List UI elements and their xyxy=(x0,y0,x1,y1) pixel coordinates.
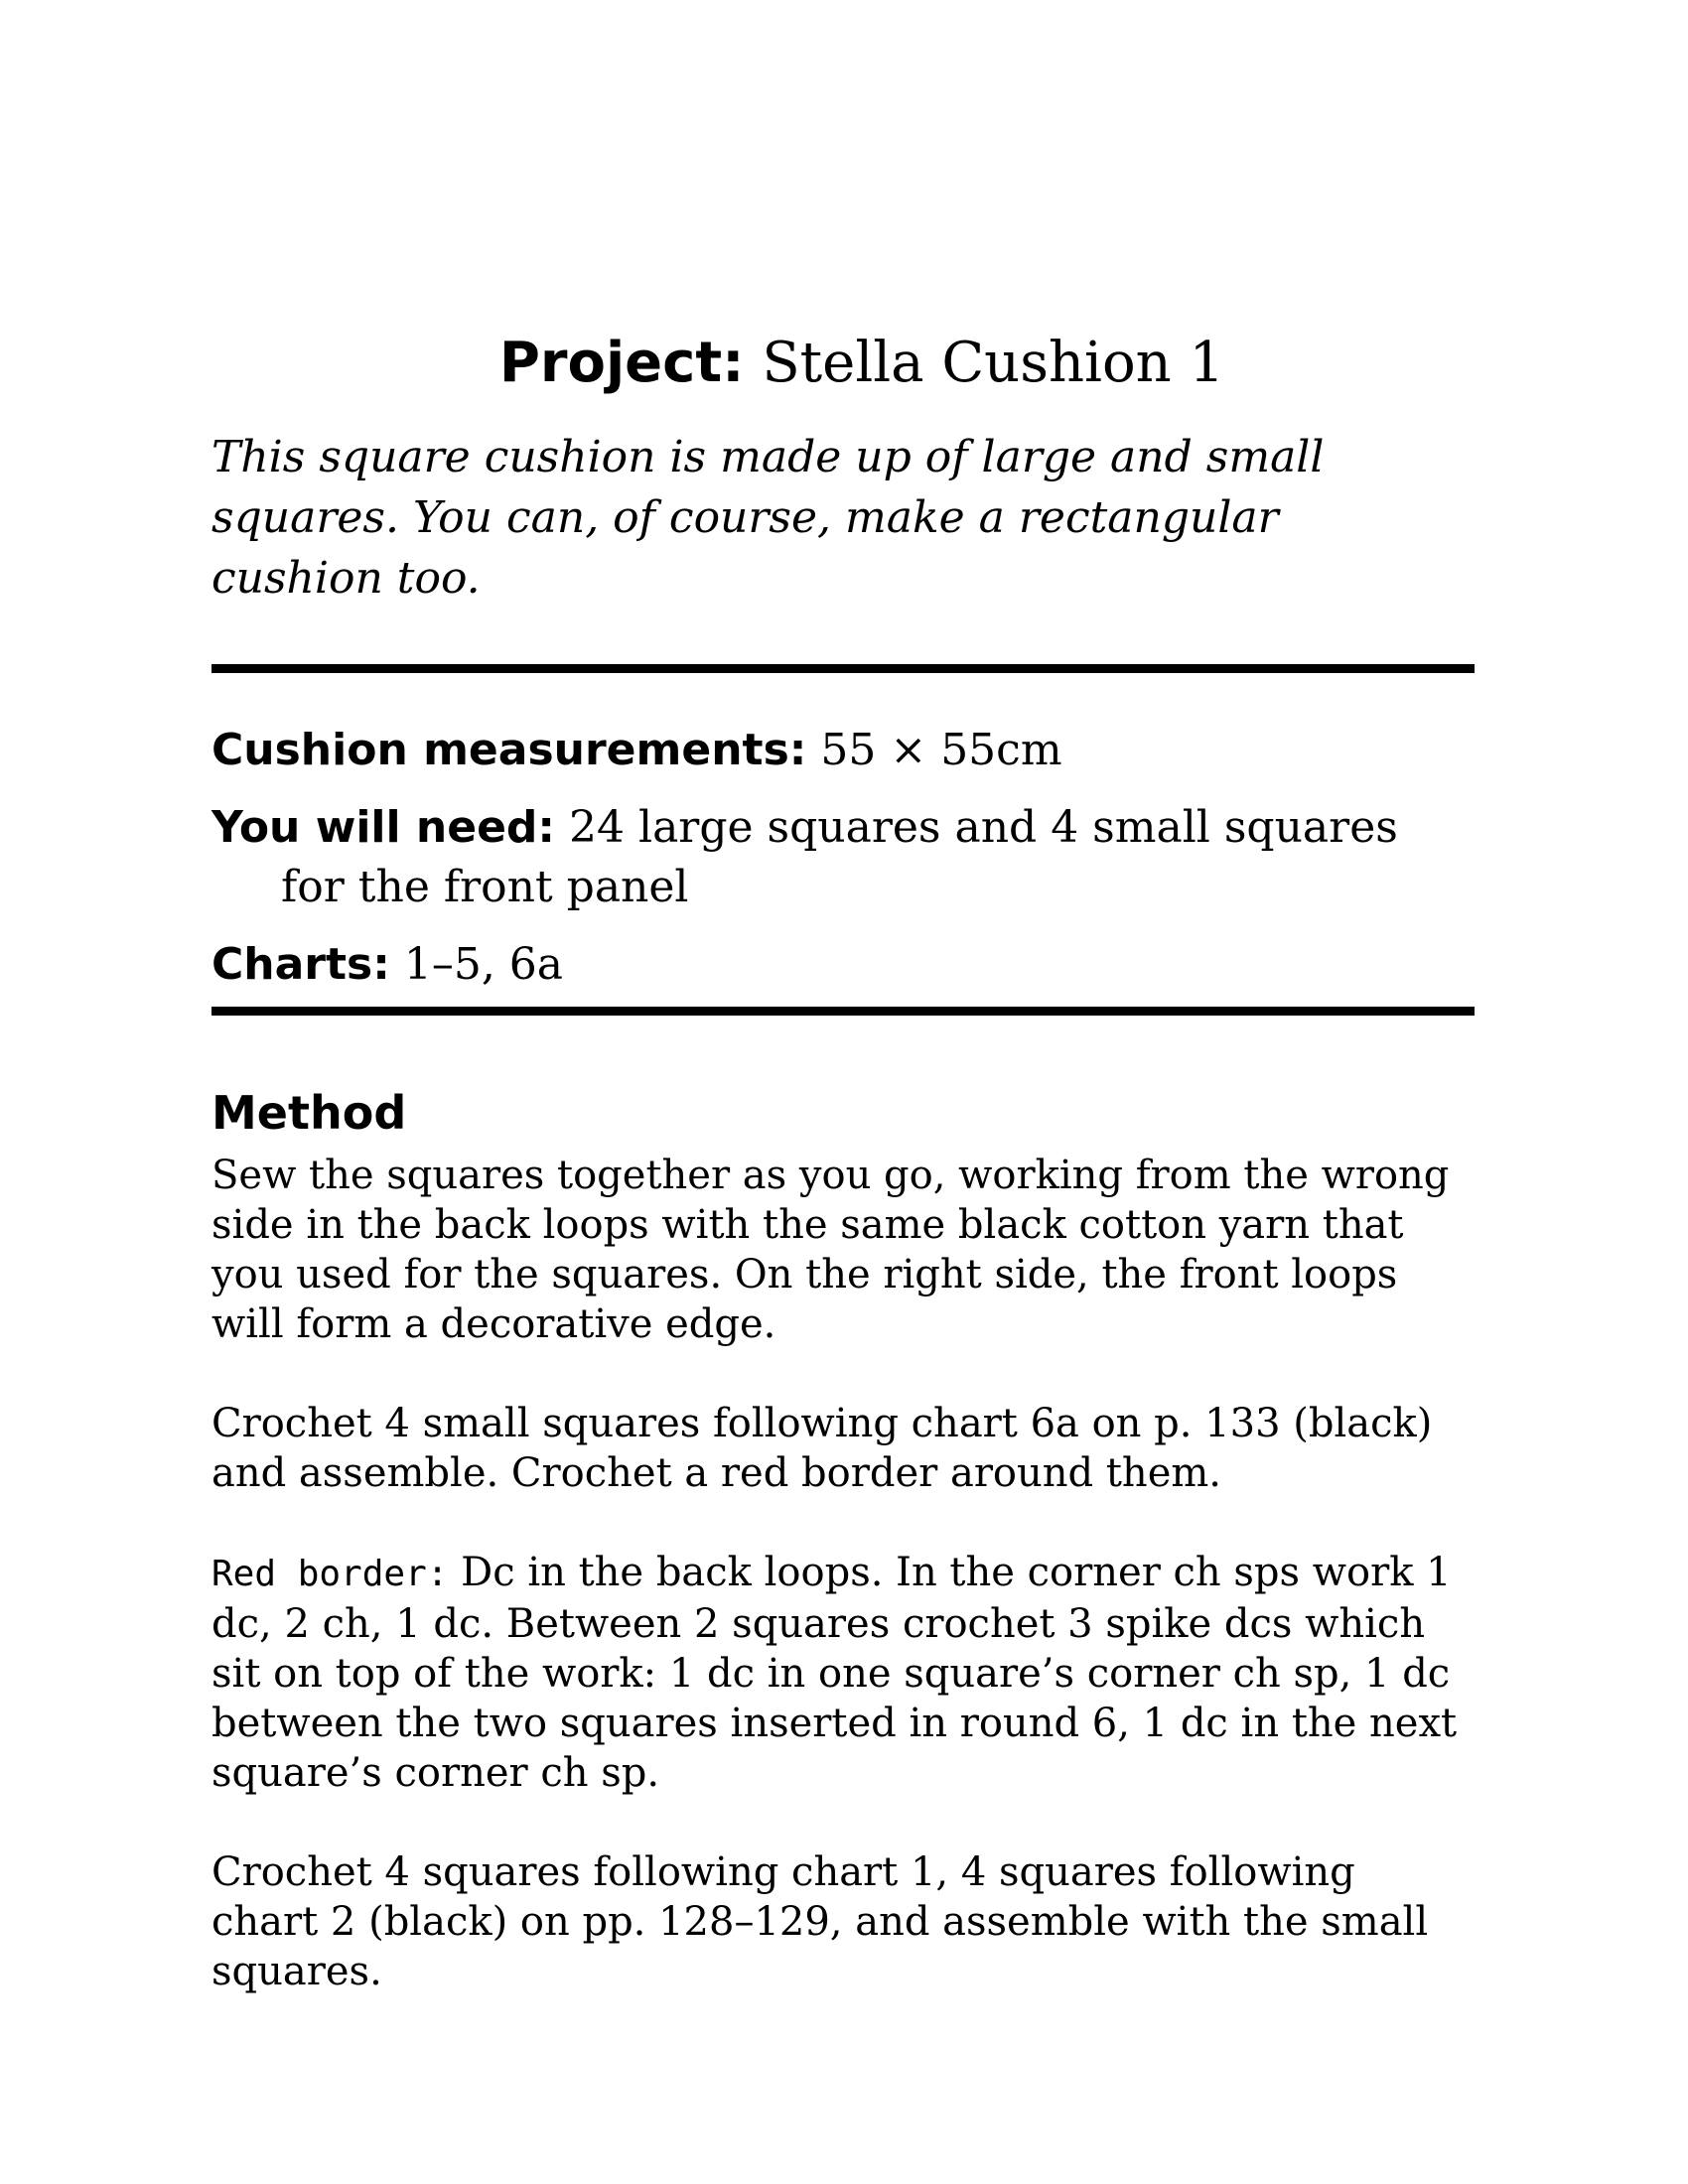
spec-you-will-need xyxy=(211,798,1473,917)
specs-list xyxy=(211,721,1473,995)
red-border-text: Dc in the back loops. In the corner ch sps work 1 dc, 2 ch, 1 dc. Between 2 squares crochet 3 spike dcs which sit on top of the work: 1 dc in one square’s corner ch sp, 1 dc between the two squares inserted in round 6, 1 dc in the next square’s corner ch sp. xyxy=(211,1550,1458,1796)
spec-charts-label: Charts: xyxy=(211,939,390,990)
spec-measurements-label: Cushion measurements: xyxy=(211,725,807,775)
red-border-label: Red border: xyxy=(211,1554,449,1594)
document-page xyxy=(211,328,1473,2046)
spec-measurements-value: 55 × 55cm xyxy=(820,725,1062,775)
method-paragraph-1: Sew the squares together as you go, working from the wrong side in the back loops with the same black cotton yarn that you used for the squares. On the right side, the front loops will form a decorative edge. xyxy=(211,1153,1450,1347)
spec-you-will-need-value: 24 large squares and 4 small squares for the front panel xyxy=(281,802,1398,912)
spec-charts-value: 1–5, 6a xyxy=(403,939,564,990)
title-value: Stella Cushion 1 xyxy=(762,331,1225,395)
spec-you-will-need-label: You will need: xyxy=(211,802,556,853)
divider-bottom xyxy=(211,1007,1475,1016)
method-final-paragraph: Crochet 4 squares following chart 1, 4 squares following chart 2 (black) on pp. 128–129, and assemble with the small squares. xyxy=(211,1849,1429,1994)
intro-text: This square cushion is made up of large and small squares. You can, of course, make a rectangular cushion too. xyxy=(211,432,1325,604)
red-border-paragraph xyxy=(211,1548,1473,1798)
page-title xyxy=(251,328,1473,399)
method-paragraph-2: Crochet 4 small squares following chart 6a on p. 133 (black) and assemble. Crochet a red border around them. xyxy=(211,1401,1433,1496)
method-heading: Method xyxy=(211,1086,407,1140)
spec-measurements xyxy=(211,721,1473,780)
title-label: Project: xyxy=(498,331,745,395)
divider-top xyxy=(211,664,1475,673)
spec-charts xyxy=(211,935,1473,995)
